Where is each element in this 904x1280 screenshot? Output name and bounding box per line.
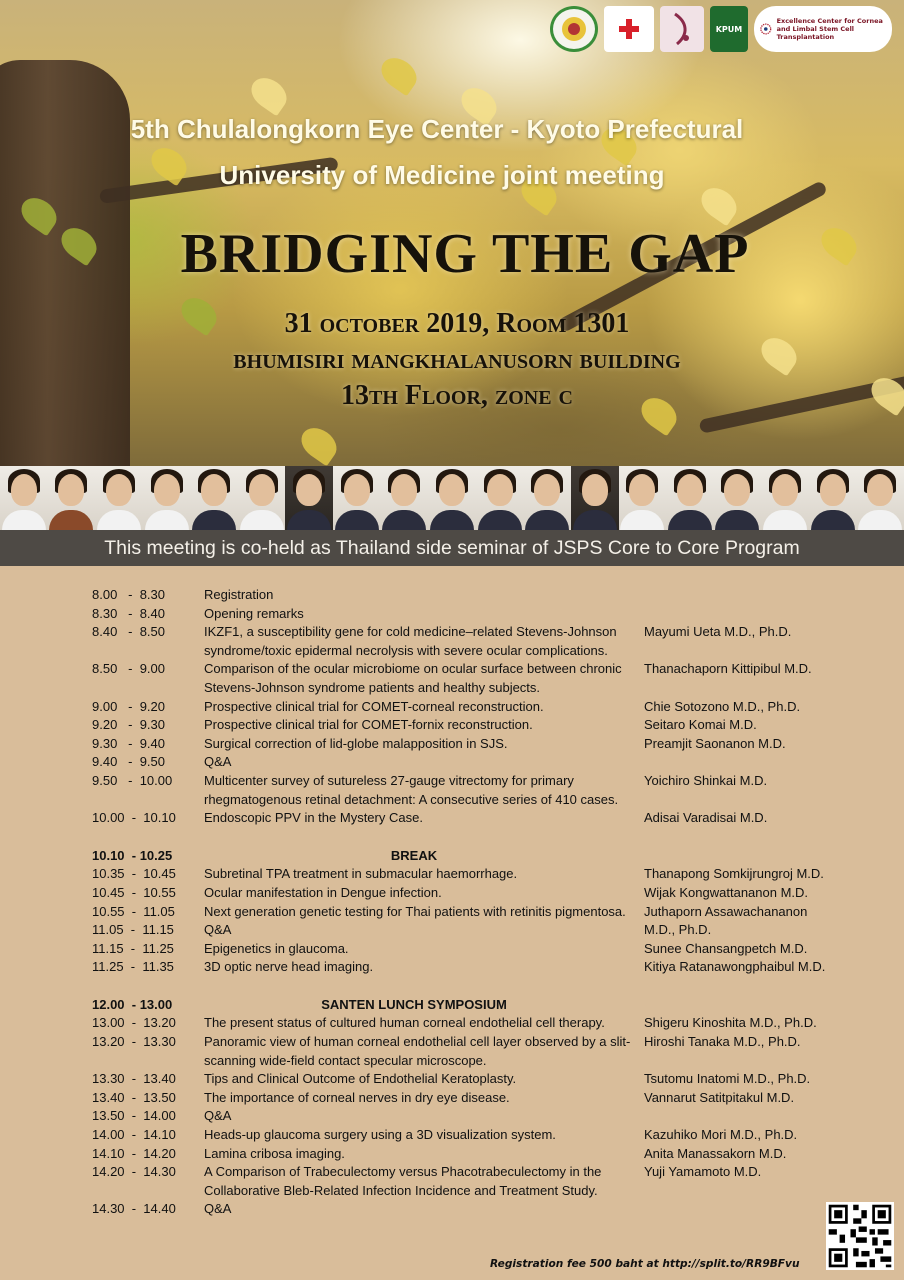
session-title: A Comparison of Trabeculectomy versus Phacotrabeculectomy in the Collaborative Bleb-Related Infection Incidence and Treatment Study.: [204, 1164, 602, 1198]
session-time: 10.00 - 10.10: [92, 810, 176, 826]
speaker-photo: [381, 466, 429, 530]
session-time: 8.30 - 8.40: [92, 605, 165, 621]
meeting-title-line-1: 5th Chulalongkorn Eye Center - Kyoto Prefectural: [130, 114, 744, 144]
session-time: 14.10 - 14.20: [92, 1145, 176, 1161]
speaker-photo: [95, 466, 143, 530]
session-time: 9.20 - 9.30: [92, 717, 165, 733]
kpum-logo: KPUM: [710, 6, 748, 52]
schedule-row: [0, 1145, 904, 1164]
session-title: Endoscopic PPV in the Mystery Case.: [204, 810, 423, 826]
venue-floor-zone: 13th Floor, zone c: [340, 380, 574, 411]
session-title: Opening remarks: [204, 605, 304, 621]
session-speaker: Thanapong Somkijrungroj M.D.: [644, 866, 824, 882]
session-title: Panoramic view of human corneal endothelial cell layer observed by a slit-scanning wide-field contact specular microscope.: [204, 1034, 631, 1068]
schedule-row: [0, 735, 904, 754]
speaker-photo: [619, 466, 667, 530]
speaker-photo: [856, 466, 904, 530]
session-time: 13.50 - 14.00: [92, 1108, 176, 1124]
schedule-row: [0, 1089, 904, 1108]
session-time: 13.40 - 13.50: [92, 1089, 176, 1105]
schedule-row: [0, 1126, 904, 1145]
speaker-photo: [571, 466, 619, 530]
speaker-photo-strip: [0, 466, 904, 530]
session-title: Lamina cribosa imaging.: [204, 1145, 345, 1161]
session-title: Registration: [204, 587, 274, 602]
lunch-symposium-row: [0, 996, 904, 1015]
faculty-logo: [660, 6, 704, 52]
break-row: [0, 847, 904, 866]
session-speaker: Sunee Chansangpetch M.D.: [644, 940, 808, 956]
schedule-row: [0, 660, 904, 697]
session-title: Next generation genetic testing for Thai patients with retinitis pigmentosa.: [204, 903, 626, 919]
schedule-row: [0, 586, 904, 605]
session-speaker: Hiroshi Tanaka M.D., Ph.D.: [644, 1034, 801, 1050]
sponsor-logos: [550, 6, 892, 52]
speaker-photo: [143, 466, 191, 530]
session-time: 11.15 - 11.25: [92, 940, 174, 956]
speaker-photo: [476, 466, 524, 530]
session-title: The importance of corneal nerves in dry eye disease.: [204, 1089, 510, 1105]
session-time: 13.20 - 13.30: [92, 1034, 176, 1050]
session-title: The present status of cultured human corneal endothelial cell therapy.: [204, 1015, 605, 1031]
schedule-row: [0, 809, 904, 828]
venue-date-room: 31 october 2019, Room 1301: [284, 308, 630, 339]
session-speaker: Kazuhiko Mori M.D., Ph.D.: [644, 1127, 798, 1143]
schedule-row: [0, 753, 904, 772]
event-headline: BRIDGING THE GAP: [180, 223, 750, 285]
speaker-photo: [190, 466, 238, 530]
speaker-photo: [238, 466, 286, 530]
speaker-photo: [285, 466, 333, 530]
session-speaker: Adisai Varadisai M.D.: [644, 810, 768, 826]
speaker-photo: [428, 466, 476, 530]
program-schedule: [0, 586, 904, 1219]
meeting-title-line-2: University of Medicine joint meeting: [219, 160, 665, 190]
session-title: Surgical correction of lid-globe malapposition in SJS.: [204, 735, 508, 751]
session-speaker: Preamjit Saonanon M.D.: [644, 735, 786, 751]
break-title: BREAK: [390, 847, 438, 863]
lunch-symposium-title: SANTEN LUNCH SYMPOSIUM: [321, 996, 507, 1012]
session-title: Prospective clinical trial for COMET-corneal reconstruction.: [204, 698, 544, 714]
session-title: Ocular manifestation in Dengue infection.: [204, 884, 442, 900]
speaker-photo: [0, 466, 48, 530]
session-speaker: Vannarut Satitpitakul M.D.: [644, 1089, 795, 1105]
session-title: Subretinal TPA treatment in submacular haemorrhage.: [204, 866, 518, 882]
registration-note: Registration fee 500 baht at http://split.to/RR9BFvu: [490, 1258, 800, 1270]
session-speaker: Wijak Kongwattananon M.D.: [644, 884, 809, 900]
schedule-row: [0, 623, 904, 660]
session-title: Tips and Clinical Outcome of Endothelial Keratoplasty.: [204, 1071, 517, 1087]
session-speaker: Anita Manassakorn M.D.: [644, 1145, 787, 1161]
session-time: 14.30 - 14.40: [92, 1201, 176, 1217]
session-speaker: Yoichiro Shinkai M.D.: [644, 772, 768, 788]
session-speaker: Yuji Yamamoto M.D.: [644, 1164, 762, 1180]
session-speaker: Seitaro Komai M.D.: [644, 717, 757, 733]
session-time: 14.00 - 14.10: [92, 1127, 176, 1143]
session-title: Epigenetics in glaucoma.: [204, 940, 349, 956]
schedule-row: [0, 698, 904, 717]
session-speaker: Chie Sotozono M.D., Ph.D.: [644, 698, 801, 714]
session-title: Q&A: [204, 1108, 232, 1124]
session-title: Multicenter survey of sutureless 27-gauge vitrectomy for primary rhegmatogenous retinal detachment: A consecutive series of 410 cases.: [204, 772, 619, 807]
schedule-row: [0, 940, 904, 959]
schedule-row: [0, 772, 904, 809]
session-time: 9.30 - 9.40: [92, 735, 165, 751]
session-time: 12.00 - 13.00: [92, 996, 173, 1012]
session-speaker: Tsutomu Inatomi M.D., Ph.D.: [644, 1071, 811, 1087]
session-time: 9.00 - 9.20: [92, 698, 165, 714]
schedule-row: [0, 1200, 904, 1219]
session-time: 8.00 - 8.30: [92, 587, 165, 602]
session-time: 11.05 - 11.15: [92, 922, 174, 938]
speaker-photo: [48, 466, 96, 530]
session-speaker: Mayumi Ueta M.D., Ph.D.: [644, 624, 792, 640]
registration-qr-code[interactable]: [826, 1202, 894, 1270]
schedule-row: [0, 716, 904, 735]
session-time: 10.35 - 10.45: [92, 866, 176, 882]
session-speaker: Thanachaporn Kittipibul M.D.: [644, 661, 812, 677]
speaker-photo: [761, 466, 809, 530]
session-time: 11.25 - 11.35: [92, 959, 174, 975]
session-time: 8.40 - 8.50: [92, 624, 165, 640]
speaker-photo: [333, 466, 381, 530]
session-title: Q&A: [204, 922, 232, 938]
schedule-row: [0, 1033, 904, 1070]
schedule-row: [0, 605, 904, 624]
session-time: 14.20 - 14.30: [92, 1164, 176, 1180]
schedule-row: [0, 921, 904, 940]
session-speaker: Juthaporn Assawachananon M.D., Ph.D.: [644, 903, 808, 938]
session-speaker: Shigeru Kinoshita M.D., Ph.D.: [644, 1015, 817, 1031]
chulalongkorn-seal-logo: [550, 6, 598, 52]
session-time: 13.00 - 13.20: [92, 1015, 176, 1031]
session-title: Q&A: [204, 1201, 232, 1217]
session-time: 10.10 - 10.25: [92, 847, 173, 863]
cohost-notice: This meeting is co-held as Thailand side seminar of JSPS Core to Core Program: [0, 530, 904, 566]
schedule-row: [0, 1107, 904, 1126]
speaker-photo: [714, 466, 762, 530]
speaker-photo: [809, 466, 857, 530]
speaker-photo: [666, 466, 714, 530]
session-time: 9.40 - 9.50: [92, 754, 165, 770]
session-title: Comparison of the ocular microbiome on ocular surface between chronic Stevens-Johnson syndrome patients and healthy subjects.: [204, 661, 622, 695]
schedule-row: [0, 1163, 904, 1200]
session-title: 3D optic nerve head imaging.: [204, 959, 374, 975]
hero-banner: [0, 0, 904, 470]
red-cross-logo: [604, 6, 654, 52]
schedule-row: [0, 865, 904, 884]
session-time: 13.30 - 13.40: [92, 1071, 176, 1087]
schedule-row: [0, 1014, 904, 1033]
session-title: IKZF1, a susceptibility gene for cold medicine–related Stevens-Johnson syndrome/toxic epidermal necrolysis with severe ocular complications.: [204, 624, 617, 658]
session-title: Q&A: [204, 754, 232, 770]
session-title: Heads-up glaucoma surgery using a 3D visualization system.: [204, 1127, 556, 1143]
session-time: 9.50 - 10.00: [92, 772, 173, 788]
schedule-row: [0, 1070, 904, 1089]
session-time: 10.45 - 10.55: [92, 884, 176, 900]
schedule-row: [0, 884, 904, 903]
venue-building: bhumisiri mangkhalanusorn building: [233, 344, 681, 375]
session-title: Prospective clinical trial for COMET-fornix reconstruction.: [204, 717, 533, 733]
speaker-photo: [523, 466, 571, 530]
excellence-center-logo: Excellence Center for Cornea and Limbal Stem Cell Transplantation: [754, 6, 892, 52]
session-time: 10.55 - 11.05: [92, 903, 175, 919]
session-time: 8.50 - 9.00: [92, 661, 165, 677]
session-speaker: Kitiya Ratanawongphaibul M.D.: [644, 959, 826, 975]
schedule-row: [0, 958, 904, 977]
